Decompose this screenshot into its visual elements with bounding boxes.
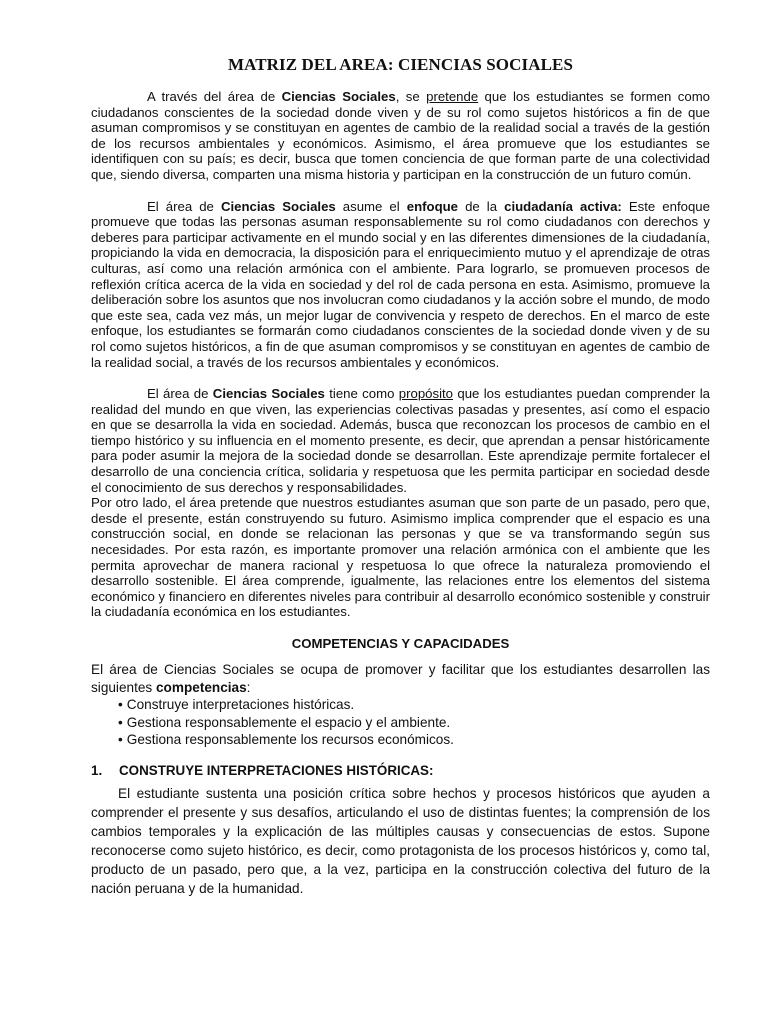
text-run: El área de Ciencias Sociales se ocupa de promover y facilitar que los estudiantes desarrollen las siguientes	[91, 662, 710, 695]
section-heading	[91, 763, 710, 778]
section-number: 1.	[91, 762, 103, 778]
competencias-heading: COMPETENCIAS Y CAPACIDADES	[291, 636, 510, 651]
section-paragraph: El estudiante sustenta una posición crítica sobre hechos y procesos históricos que ayuden a comprender el presente y sus desafíos, articulando el uso de distintas fuentes; la comprensión de los cambios temporales y la explicación de las múltiples causas y consecuencias de estos. Supone reconocerse como sujeto histórico, es decir, como protagonista de los procesos históricos y, como tal, producto de un pasado, pero que, a la vez, participa en la construcción colectiva del futuro de la nación peruana y de la humanidad.	[91, 785, 710, 896]
list-item	[118, 731, 710, 749]
competencias-list	[91, 696, 710, 749]
list-item-text: Construye interpretaciones históricas.	[126, 697, 355, 712]
text-run: A través del área de	[147, 89, 282, 104]
underlined-term: pretende	[426, 89, 479, 104]
section-title: CONSTRUYE INTERPRETACIONES HISTÓRICAS:	[119, 762, 434, 778]
bold-term: Ciencias Sociales	[281, 89, 396, 104]
underlined-term: propósito	[398, 386, 454, 402]
intro-paragraph	[91, 89, 710, 183]
text-run: :	[246, 679, 251, 695]
list-item	[118, 696, 710, 714]
bold-term: Ciencias Sociales	[212, 386, 325, 402]
bullet-icon: •	[118, 714, 123, 730]
text-run: de la	[458, 198, 505, 214]
bold-term: enfoque	[406, 198, 459, 214]
bold-term: Ciencias Sociales	[220, 198, 336, 214]
text-run: El área de	[147, 198, 221, 214]
bullet-icon: •	[118, 697, 123, 712]
bold-term: ciudadanía activa:	[504, 198, 622, 214]
text-run: tiene como	[324, 386, 399, 402]
text-run: Este enfoque promueve que todas las personas asuman responsablemente su rol como ciudadanos con derechos y deberes para participar activamente en el mundo social y en las diferentes dimensiones de la ciudadanía, propiciando la vida en democracia, la disposición para el enriquecimiento mutuo y el aprendizaje de otras culturas, así como una relación armónica con el ambiente. Para lograrlo, se promueven procesos de reflexión crítica acerca de la vida en sociedad y del rol de cada persona en esta. Asimismo, promueve la deliberación sobre los asuntos que nos involucran como ciudadanos y la acción sobre el mundo, de modo que este sea, cada vez más, un mejor lugar de convivencia y respeto de derechos. En el marco de este enfoque, los estudiantes se formarán como ciudadanos conscientes de la sociedad donde viven y de su rol como sujetos históricos, a fin de que asuman compromisos y se constituyan en agentes de cambio de la realidad social, a través de los recursos ambientales y económicos.	[91, 198, 710, 370]
bullet-icon: •	[118, 732, 123, 747]
competencias-intro	[91, 661, 710, 696]
text-run: asume el	[335, 198, 407, 214]
list-item-text: Gestiona responsablemente los recursos económicos.	[126, 732, 454, 747]
text-run: El área de	[147, 386, 213, 402]
proposito-paragraph	[91, 386, 710, 495]
text-run: que los estudiantes se formen como ciudadanos conscientes de la sociedad donde viven y de su rol como sujetos históricos a fin de que asuman compromisos y se constituyan en agentes de cambio de la realidad social a través de la gestión de los recursos ambientales y económicos. Asimismo, el área promueve que los estudiantes se identifiquen con su país; es decir, busca que tomen conciencia de que forman parte de una colectividad que, siendo diversa, comparten una misma historia y participan en la construcción de un futuro común.	[91, 89, 711, 182]
list-item	[118, 714, 710, 732]
bold-term: competencias	[156, 679, 247, 695]
text-run: que los estudiantes puedan comprender la realidad del mundo en que viven, las experiencias colectivas pasadas y presentes, así como el espacio en que se desarrolla la vida en sociedad. Además, busca que reconozcan los procesos de cambio en el tiempo histórico y su influencia en el momento presente, es decir, que aprendan a pensar históricamente para poder asumir la mejora de la sociedad donde se desarrollan. Este aprendizaje permite fortalecer el desarrollo de una conciencia crítica, solidaria y respetuosa que les permita participar en sociedad desde el conocimiento de sus derechos y responsabilidades.	[91, 386, 710, 495]
list-item-text: Gestiona responsablemente el espacio y el ambiente.	[126, 714, 451, 730]
enfoque-paragraph	[91, 199, 710, 371]
text-run: , se	[395, 89, 427, 104]
document-title: MATRIZ DEL AREA: CIENCIAS SOCIALES	[227, 55, 574, 74]
otro-lado-paragraph: Por otro lado, el área pretende que nuestros estudiantes asuman que son parte de un pasado, pero que, desde el presente, están construyendo su futuro. Asimismo implica comprender que el espacio es una construcción social, en donde se relacionan las personas y que se va transformando según sus necesidades. Por esta razón, es importante promover una relación armónica con el ambiente que les permita aprovechar de manera racional y respetuosa lo que ofrece la naturaleza promoviendo el desarrollo sostenible. El área comprende, igualmente, las relaciones entre los elementos del sistema económico y financiero en diferentes niveles para contribuir al desarrollo económico sostenible y construir la ciudadanía económica en los estudiantes.	[91, 495, 710, 620]
